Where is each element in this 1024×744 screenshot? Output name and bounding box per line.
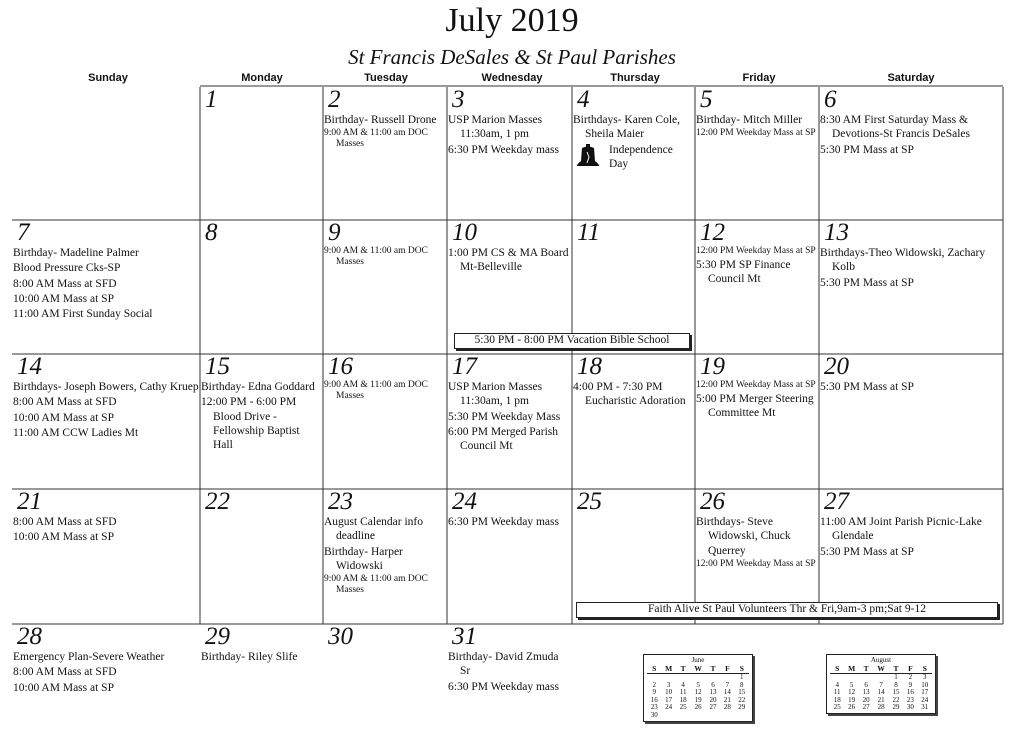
day-cell[interactable]	[573, 88, 694, 219]
calendar-event	[448, 410, 571, 424]
event-text: USP Marion Masses 11:30am, 1 pm	[448, 381, 543, 408]
mini-calendar-month: June	[691, 656, 705, 664]
mini-calendar-date: 28	[723, 703, 731, 712]
mini-calendar-weekday: M	[844, 664, 859, 674]
event-text: 8:00 AM Mass at SFD	[13, 516, 117, 528]
event-text: 8:00 AM Mass at SFD	[13, 277, 117, 290]
mini-calendar-date: 31	[921, 703, 929, 712]
day-number: 6	[824, 88, 837, 113]
weekday-sunday: Sunday	[88, 72, 128, 84]
event-text: Birthday- David Zmuda Sr	[448, 651, 559, 678]
calendar-event	[13, 411, 199, 425]
day-cell[interactable]	[324, 490, 446, 623]
mini-calendar-date: 24	[921, 695, 929, 704]
event-text: USP Marion Masses 11:30am, 1 pm	[448, 114, 543, 141]
mini-calendar-date: 16	[650, 695, 658, 704]
mini-calendar-weekday: M	[661, 664, 676, 674]
event-text: Birthdays- Steve Widowski, Chuck Querrey	[696, 516, 791, 557]
day-cell[interactable]	[573, 355, 694, 488]
day-number: 17	[452, 355, 477, 380]
calendar-event	[13, 665, 199, 679]
calendar-event	[448, 680, 571, 694]
event-text: 4:00 PM - 7:30 PM Eucharistic Adoration	[573, 381, 686, 408]
mini-calendar-date: 25	[833, 703, 841, 712]
event-text: Birthday- Madeline Palmer	[13, 247, 139, 259]
event-text: 10:00 AM Mass at SP	[13, 292, 114, 305]
mini-calendar-date: 21	[723, 695, 731, 704]
mini-calendar-date: 3	[666, 680, 671, 689]
calendar-event	[448, 515, 571, 529]
day-cell[interactable]	[201, 625, 322, 739]
mini-calendar-date: 7	[725, 680, 730, 689]
event-text: Independence Day	[609, 143, 673, 170]
day-cell[interactable]	[201, 88, 322, 219]
event-text: 8:00 AM Mass at SFD	[13, 666, 117, 679]
calendar-event	[448, 113, 571, 142]
liberty-bell-icon	[575, 143, 601, 169]
calendar-event	[696, 392, 818, 421]
mini-calendar-date: 17	[921, 688, 929, 697]
event-text: 5:00 PM Merger Steering Committee Mt	[696, 393, 814, 420]
day-number: 13	[824, 221, 849, 246]
event-text: 5:30 PM SP Finance Council Mt	[696, 259, 791, 286]
day-number: 2	[328, 88, 341, 113]
event-text: 6:00 PM Merged Parish Council Mt	[448, 425, 558, 453]
mini-calendar-date: 11	[679, 688, 687, 697]
day-number: 9	[328, 221, 341, 246]
event-text: Birthday- Harper Widowski	[324, 545, 403, 572]
mini-calendar-date: 13	[709, 688, 717, 697]
weekday-friday: Friday	[742, 72, 776, 84]
mini-calendar-date: 1	[894, 673, 898, 681]
mini-calendar-august	[826, 654, 936, 714]
calendar-event	[324, 128, 446, 150]
calendar-event	[13, 515, 199, 529]
mini-calendar-date: 5	[696, 680, 700, 689]
day-cell[interactable]	[13, 221, 199, 353]
calendar-event	[324, 380, 446, 402]
mini-calendar-weekday: F	[720, 664, 734, 674]
calendar-event	[820, 113, 1002, 142]
mini-calendar-date	[720, 712, 734, 720]
day-cell[interactable]	[820, 88, 1002, 219]
calendar-title: July 2019	[445, 2, 579, 39]
day-cell[interactable]	[696, 88, 818, 219]
mini-calendar-date: 17	[665, 695, 673, 704]
mini-calendar-weekday: W	[690, 664, 705, 674]
faith-alive-banner: Faith Alive St Paul Volunteers Thr & Fri,9am-3 pm;Sat 9-12	[576, 602, 998, 618]
mini-calendar-june	[643, 654, 753, 722]
event-text: Birthday- Riley Slife	[201, 651, 298, 663]
calendar-event	[696, 515, 818, 558]
calendar-event	[448, 246, 571, 275]
calendar-event	[324, 113, 446, 127]
mini-calendar-date: 27	[709, 703, 717, 712]
mini-calendar-date: 8	[740, 680, 744, 689]
calendar-event	[696, 128, 818, 139]
calendar-event	[13, 380, 199, 394]
calendar-event	[13, 650, 199, 664]
day-number: 21	[17, 490, 42, 515]
mini-calendar-date	[735, 712, 749, 720]
day-cell[interactable]	[324, 221, 446, 353]
mini-calendar-date: 14	[723, 688, 731, 697]
calendar-event	[201, 380, 322, 394]
mini-calendar-date: 18	[833, 695, 841, 704]
mini-calendar-date: 9	[652, 688, 656, 697]
day-number: 24	[452, 490, 477, 515]
day-number: 1	[205, 88, 218, 113]
day-number: 16	[328, 355, 353, 380]
day-number: 14	[17, 355, 42, 380]
event-text: 12:00 PM Weekday Mass at SP	[696, 128, 816, 139]
day-number: 25	[577, 490, 602, 515]
day-cell[interactable]	[324, 88, 446, 219]
mini-calendar-date: 22	[738, 695, 746, 704]
calendar-event	[820, 143, 1002, 157]
mini-calendar-date: 26	[694, 703, 702, 712]
event-text: 9:00 AM & 11:00 am DOC Masses	[324, 246, 428, 267]
mini-calendar-date: 13	[862, 688, 870, 697]
event-text: 6:30 PM Weekday mass	[448, 516, 559, 528]
event-text: Birthday- Mitch Miller	[696, 114, 803, 126]
event-text: 8:30 AM First Saturday Mass & Devotions-St Francis DeSales	[820, 114, 970, 141]
calendar-event	[820, 545, 1002, 559]
mini-calendar-date: 2	[908, 673, 913, 681]
event-text: 12:00 PM Weekday Mass at SP	[696, 246, 816, 256]
day-number: 15	[205, 355, 230, 380]
mini-calendar-date: 26	[848, 703, 856, 712]
event-text: 9:00 AM & 11:00 am DOC Masses	[324, 380, 428, 401]
mini-calendar-date: 6	[711, 680, 715, 689]
calendar-event	[324, 515, 446, 544]
day-number: 30	[328, 625, 353, 650]
mini-calendar-date	[690, 712, 705, 720]
mini-calendar-date: 23	[650, 703, 658, 712]
event-text: 5:30 PM Mass at SP	[820, 143, 914, 156]
calendar-event	[201, 650, 322, 664]
day-cell[interactable]	[13, 490, 199, 623]
event-text: 9:00 AM & 11:00 am DOC Masses	[324, 574, 428, 596]
mini-calendar-date: 10	[665, 688, 673, 697]
event-text: Emergency Plan-Severe Weather	[13, 651, 165, 663]
mini-calendar-date: 2	[652, 680, 656, 689]
event-text: 5:30 PM Mass at SP	[820, 381, 914, 393]
calendar-event	[324, 545, 446, 574]
calendar-event	[13, 277, 199, 291]
calendar-event	[820, 380, 1002, 394]
day-number: 20	[824, 355, 849, 380]
calendar-event	[13, 307, 199, 321]
day-number: 31	[452, 625, 477, 650]
calendar-event	[448, 143, 571, 157]
calendar-event	[696, 113, 818, 127]
mini-calendar-date: 15	[738, 688, 746, 697]
day-cell[interactable]	[324, 625, 446, 739]
mini-calendar-date: 21	[877, 695, 885, 704]
day-number: 22	[205, 490, 230, 515]
calendar-event	[13, 530, 199, 544]
mini-calendar-date: 18	[679, 695, 687, 704]
mini-calendar-date: 23	[906, 695, 914, 704]
mini-calendar-date: 7	[879, 680, 883, 689]
mini-calendar-date: 19	[694, 695, 702, 704]
mini-calendar-date: 20	[862, 695, 870, 704]
mini-calendar-date: 12	[848, 688, 856, 697]
mini-calendar-date: 30	[906, 703, 914, 712]
mini-calendar-date: 22	[892, 695, 900, 704]
calendar-event	[448, 380, 571, 409]
mini-calendar-date: 3	[923, 673, 927, 681]
day-number: 7	[17, 221, 30, 246]
day-number: 4	[577, 88, 590, 113]
day-cell[interactable]	[448, 88, 571, 219]
calendar-event	[201, 395, 322, 452]
day-number: 23	[328, 490, 353, 515]
day-number: 10	[452, 221, 477, 246]
vacation-bible-school-banner: 5:30 PM - 8:00 PM Vacation Bible School	[454, 333, 690, 349]
weekday-wednesday: Wednesday	[481, 72, 543, 84]
mini-calendar-date: 5	[849, 680, 854, 689]
calendar-event	[448, 425, 571, 454]
day-number: 27	[824, 490, 849, 515]
event-text: 6:30 PM Weekday mass	[448, 680, 559, 693]
calendar-event	[13, 292, 199, 306]
mini-calendar-weekday: W	[873, 664, 888, 674]
calendar-event	[696, 258, 818, 287]
mini-calendar-date: 6	[864, 680, 868, 689]
event-text: 10:00 AM Mass at SP	[13, 411, 114, 424]
calendar-event	[573, 113, 694, 142]
calendar-event	[573, 380, 694, 409]
calendar-event	[448, 650, 571, 679]
mini-calendar-weekday: T	[859, 664, 873, 674]
event-text: 11:00 AM CCW Ladies Mt	[13, 426, 139, 439]
mini-calendar-date: 19	[848, 695, 856, 704]
mini-calendar-date: 29	[738, 703, 746, 712]
day-number: 11	[577, 221, 601, 246]
mini-calendar-date: 20	[709, 695, 717, 704]
day-number: 3	[452, 88, 465, 113]
event-text: Blood Pressure Cks-SP	[13, 262, 121, 275]
weekday-saturday: Saturday	[887, 72, 935, 84]
mini-calendar-date: 9	[908, 680, 913, 689]
calendar-subtitle: St Francis DeSales & St Paul Parishes	[348, 45, 676, 69]
mini-calendar-date: 24	[665, 703, 673, 712]
weekday-thursday: Thursday	[610, 72, 660, 84]
event-text: 5:30 PM Mass at SP	[820, 276, 914, 289]
mini-calendar-date: 8	[894, 680, 898, 689]
event-text: Birthday- Edna Goddard	[201, 381, 315, 393]
mini-calendar-weekday: S	[735, 664, 749, 674]
mini-calendar-weekday: T	[676, 664, 690, 674]
event-text: 5:30 PM Mass at SP	[820, 545, 914, 558]
calendar-event	[13, 426, 199, 440]
event-text: 11:00 AM First Sunday Social	[13, 308, 153, 321]
calendar-event	[13, 246, 199, 260]
mini-calendar-date: 27	[862, 703, 870, 712]
event-text: 12:00 PM Weekday Mass at SP	[696, 380, 816, 390]
day-number: 29	[205, 625, 230, 650]
calendar-event	[13, 395, 199, 409]
event-text: 5:30 PM Weekday Mass	[448, 410, 561, 423]
day-cell[interactable]	[448, 355, 571, 488]
mini-calendar-weekday: T	[706, 664, 720, 674]
day-number: 18	[577, 355, 602, 380]
event-text: 12:00 PM Weekday Mass at SP	[696, 558, 816, 569]
mini-calendar-date	[676, 712, 690, 720]
day-number: 26	[700, 490, 725, 515]
event-text: 10:00 AM Mass at SP	[13, 681, 114, 694]
event-text: 12:00 PM - 6:00 PM Blood Drive - Fellowship Baptist Hall	[201, 396, 300, 452]
event-text: Birthdays- Karen Cole, Sheila Maier	[573, 114, 680, 141]
event-text: 11:00 AM Joint Parish Picnic-Lake Glendale	[820, 516, 982, 543]
mini-calendar-date: 30	[650, 710, 658, 719]
mini-calendar-date: 11	[833, 688, 841, 697]
event-text: August Calendar info deadline	[324, 516, 424, 543]
day-number: 5	[700, 88, 713, 113]
calendar-event	[13, 261, 199, 275]
calendar-event	[13, 681, 199, 695]
day-cell[interactable]	[201, 490, 322, 623]
event-text: 8:00 AM Mass at SFD	[13, 396, 117, 409]
mini-calendar-date: 28	[877, 703, 885, 712]
mini-calendar-date: 12	[694, 688, 702, 697]
day-cell[interactable]	[820, 221, 1002, 353]
mini-calendar-date	[661, 712, 676, 720]
day-cell[interactable]	[696, 221, 818, 353]
day-cell[interactable]	[448, 490, 571, 623]
calendar-event	[324, 574, 446, 596]
day-cell[interactable]	[820, 355, 1002, 488]
calendar-event	[820, 246, 1002, 275]
weekday-tuesday: Tuesday	[364, 72, 408, 84]
day-number: 12	[700, 221, 725, 246]
event-text: Birthdays- Joseph Bowers, Cathy Kruep	[13, 381, 199, 393]
mini-calendar-weekday: S	[647, 664, 661, 674]
calendar-event	[696, 246, 818, 257]
event-text: 1:00 PM CS & MA Board Mt-Belleville	[448, 247, 569, 274]
mini-calendar-date: 4	[835, 680, 839, 689]
event-text: 6:30 PM Weekday mass	[448, 143, 559, 156]
weekday-monday: Monday	[241, 72, 283, 84]
day-cell[interactable]	[696, 355, 818, 488]
mini-calendar-date: 15	[892, 688, 900, 697]
mini-calendar-weekday: T	[889, 664, 903, 674]
mini-calendar-weekday: F	[903, 664, 917, 674]
day-cell[interactable]	[13, 355, 199, 488]
mini-calendar-date	[706, 712, 720, 720]
mini-calendar-date: 14	[877, 688, 885, 697]
mini-calendar-month: August	[870, 656, 892, 664]
day-cell[interactable]	[201, 221, 322, 353]
day-cell[interactable]	[201, 355, 322, 488]
calendar-event	[820, 515, 1002, 544]
event-text: 9:00 AM & 11:00 am DOC Masses	[324, 128, 428, 150]
calendar-event	[696, 559, 818, 570]
event-text: 10:00 AM Mass at SP	[13, 531, 114, 544]
mini-calendar-date: 16	[906, 688, 914, 697]
day-number: 19	[700, 355, 725, 380]
day-cell[interactable]	[448, 625, 571, 739]
day-number: 28	[17, 625, 42, 650]
mini-calendar-date: 29	[892, 703, 900, 712]
mini-calendar-weekday: S	[918, 664, 932, 674]
day-number: 8	[205, 221, 218, 246]
calendar-event	[324, 246, 446, 268]
mini-calendar-weekday: S	[830, 664, 844, 674]
mini-calendar-date: 25	[679, 703, 687, 712]
day-cell[interactable]	[13, 625, 199, 739]
mini-calendar-date: 10	[921, 680, 929, 689]
mini-calendar-date: 1	[740, 673, 744, 681]
calendar-event	[573, 143, 694, 172]
calendar-event	[696, 380, 818, 391]
day-cell[interactable]	[324, 355, 446, 488]
calendar-event	[820, 276, 1002, 290]
event-text: Birthday- Russell Drone	[324, 114, 437, 126]
mini-calendar-date: 4	[681, 680, 685, 689]
event-text: Birthdays-Theo Widowski, Zachary Kolb	[820, 247, 986, 274]
